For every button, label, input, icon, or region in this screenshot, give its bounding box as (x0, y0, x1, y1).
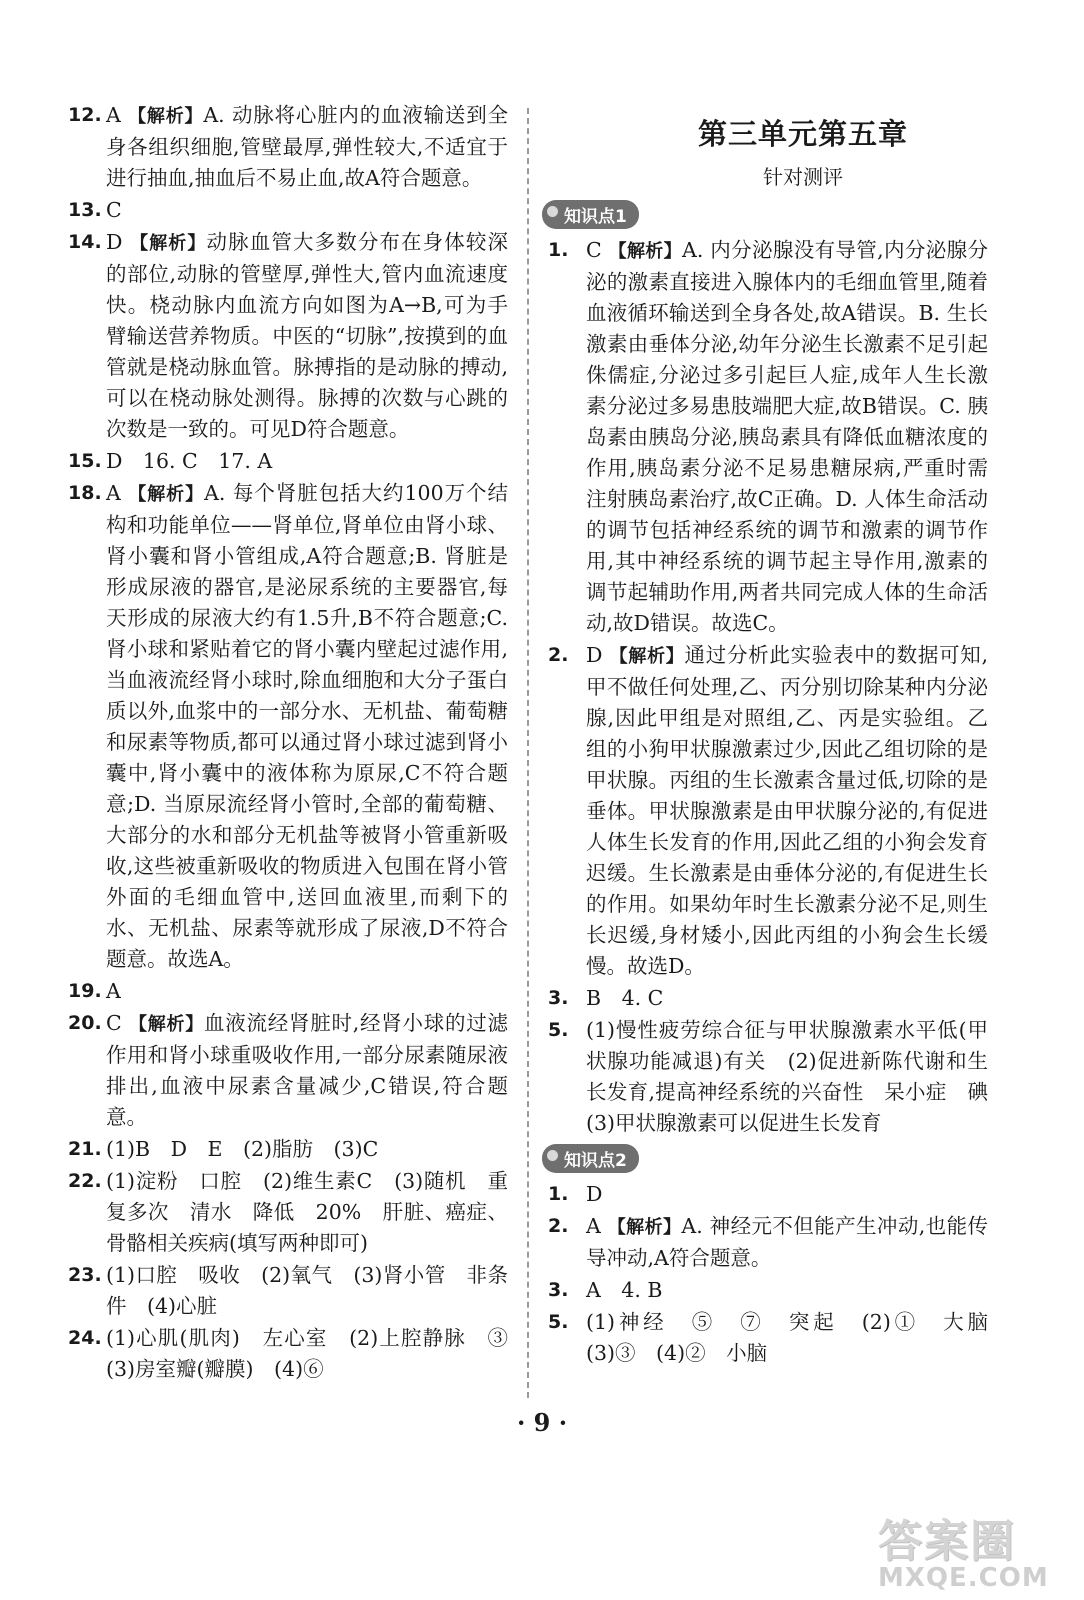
analysis-tag: 【解析】 (607, 1217, 682, 1238)
item-number: 1. (548, 239, 569, 261)
answer-item (548, 983, 988, 1014)
item-text: 血液流经肾脏时,经肾小球的过滤作用和肾小球重吸收作用,一部分尿素随尿液排出,血液中尿素含量减少,C错误,符合题意。 (106, 1011, 509, 1129)
item-answer: C (106, 198, 122, 222)
item-answer: A (106, 979, 121, 1003)
item-answer: D (106, 230, 123, 254)
item-number: 2. (548, 1215, 569, 1237)
knowledge-point-badge: 知识点1 (542, 200, 639, 229)
item-number: 5. (548, 1311, 569, 1333)
item-answer: C (586, 238, 602, 262)
analysis-tag: 【解析】 (128, 484, 205, 505)
answer-item (68, 478, 508, 975)
item-answer: D (586, 643, 603, 667)
analysis-tag: 【解析】 (130, 233, 207, 254)
analysis-tag: 【解析】 (128, 1014, 204, 1035)
chapter-title: 第三单元第五章 (697, 117, 908, 151)
answer-item (548, 1179, 988, 1210)
answer-item (548, 1307, 1009, 1369)
item-answer: D 16. C 17. A (106, 449, 273, 473)
item-number: 12. (68, 104, 102, 126)
item-number: 15. (68, 450, 102, 472)
answer-item (548, 1211, 988, 1274)
answer-item (68, 446, 508, 477)
column-divider (527, 108, 529, 1398)
watermark-url: MXQE.COM (878, 1563, 1049, 1593)
item-number: 5. (548, 1019, 569, 1041)
answer-item (68, 1008, 508, 1133)
item-answer: (1)淀粉 口腔 (2)维生素C (3)随机 重复多次 清水 降低 20% 肝脏、癌症、骨骼相关疾病(填写两种即可) (106, 1169, 508, 1255)
answer-item (68, 1323, 529, 1385)
item-number: 20. (68, 1012, 102, 1034)
item-number: 1. (548, 1183, 569, 1205)
item-text: 动脉血管大多数分布在身体较深的部位,动脉的管壁厚,弹性大,管内血流速度快。桡动脉内血流方向如图为A→B,可为手臂输送营养物质。中医的“切脉”,按摸到的血管就是桡动脉血管。脉搏指的是动脉的搏动,可以在桡动脉处测得。脉搏的次数与心跳的次数是一致的。可见D符合题意。 (106, 230, 508, 441)
answer-item (548, 1275, 988, 1306)
analysis-tag: 【解析】 (128, 106, 204, 127)
item-number: 18. (68, 482, 102, 504)
analysis-tag: 【解析】 (608, 241, 683, 262)
item-answer: A (106, 103, 121, 127)
item-text: 通过分析此实验表中的数据可知,甲不做任何处理,乙、丙分别切除某种内分泌腺,因此甲组是对照组,乙、丙是实验组。乙组的小狗甲状腺激素过少,因此乙组切除的是甲状腺。丙组的生长激素含量过低,切除的是垂体。甲状腺激素是由甲状腺分泌的,有促进人体生长发育的作用,因此乙组的小狗会发育迟缓。生长激素是由垂体分泌的,有促进生长的作用。如果幼年时生长激素分泌不足,则生长迟缓,身材矮小,因此丙组的小狗会生长缓慢。故选D。 (586, 643, 989, 978)
item-number: 14. (68, 231, 102, 253)
answer-item (68, 1260, 508, 1322)
left-column (68, 100, 529, 1386)
item-answer: (1)口腔 吸收 (2)氧气 (3)肾小管 非条件 (4)心脏 (106, 1263, 508, 1318)
item-answer: (1)心肌(肌肉) 左心室 (2)上腔静脉 ③ (3)房室瓣(瓣膜) (4)⑥ (106, 1326, 529, 1381)
item-text: A. 内分泌腺没有导管,内分泌腺分泌的激素直接进入腺体内的毛细血管里,随着血液循环输送到全身各处,故A错误。B. 生长激素由垂体分泌,幼年分泌生长激素不足引起侏儒症,分泌过多引起巨人症,成年人生长激素分泌过多易患肢端肥大症,故B错误。C. 胰岛素由胰岛分泌,胰岛素具有降低血糖浓度的作用,胰岛素分泌不足易患糖尿病,严重时需注射胰岛素治疗,故C正确。D. 人体生命活动的调节包括神经系统的调节和激素的调节作用,其中神经系统的调节起主导作用,激素的调节起辅助作用,两者共同完成人体的生命活动,故D错误。故选C。 (586, 238, 988, 635)
item-number: 3. (548, 1279, 569, 1301)
item-text: A. 神经元不但能产生冲动,也能传导冲动,A符合题意。 (586, 1214, 989, 1270)
answer-item (68, 1166, 508, 1259)
right-column (548, 112, 1009, 1370)
item-answer: B 4. C (586, 986, 664, 1010)
site-watermark (878, 1505, 1058, 1593)
answer-item (548, 1015, 1009, 1139)
item-text: A. 动脉将心脏内的血液输送到全身各组织细胞,管壁最厚,弹性较大,不适宜于进行抽血,抽血后不易止血,故A符合题意。 (106, 103, 508, 190)
answer-item (548, 235, 988, 639)
item-answer: A 4. B (586, 1278, 663, 1302)
item-answer: C (106, 1011, 122, 1035)
watermark-logo: 答案圈 (878, 1516, 1016, 1567)
item-number: 2. (548, 644, 569, 666)
section-subtitle: 针对测评 (763, 165, 843, 189)
item-number: 21. (68, 1138, 102, 1160)
item-answer: D (586, 1182, 603, 1206)
item-number: 22. (68, 1170, 102, 1192)
answer-item (68, 100, 508, 194)
item-answer: A (586, 1214, 601, 1238)
answer-item (68, 976, 508, 1007)
item-answer: (1)B D E (2)脂肪 (3)C (106, 1137, 379, 1161)
item-number: 19. (68, 980, 102, 1002)
answer-item (68, 1134, 508, 1165)
item-text: A. 每个肾脏包括大约100万个结构和功能单位——肾单位,肾单位由肾小球、肾小囊和肾小管组成,A符合题意;B. 肾脏是形成尿液的器官,是泌尿系统的主要器官,每天形成的尿液大约有1.5升,B不符合题意;C. 肾小球和紧贴着它的肾小囊内壁起过滤作用,当血液流经肾小球时,除血细胞和大分子蛋白质以外,血浆中的一部分水、无机盐、葡萄糖和尿素等物质,都可以通过肾小球过滤到肾小囊中,肾小囊中的液体称为原尿,C不符合题意;D. 当原尿流经肾小管时,全部的葡萄糖、大部分的水和部分无机盐等被肾小管重新吸收,这些被重新吸收的物质进入包围在肾小管外面的毛细血管中,送回血液里,而剩下的水、无机盐、尿素等就形成了尿液,D不符合题意。故选A。 (106, 481, 508, 971)
item-answer: (1)神经 ⑤ ⑦ 突起 (2)① 大脑 (3)③ (4)② 小脑 (586, 1310, 1009, 1365)
answer-item (68, 195, 508, 226)
item-answer: A (106, 481, 121, 505)
knowledge-point-badge: 知识点2 (542, 1144, 639, 1173)
item-number: 23. (68, 1264, 102, 1286)
analysis-tag: 【解析】 (609, 646, 685, 667)
answer-item (548, 640, 988, 982)
item-answer: (1)慢性疲劳综合征与甲状腺激素水平低(甲状腺功能减退)有关 (2)促进新陈代谢和生长发育,提高神经系统的兴奋性 呆小症 碘 (3)甲状腺激素可以促进生长发育 (586, 1018, 1009, 1135)
item-number: 24. (68, 1327, 102, 1349)
page-number: · 9 · (516, 1408, 568, 1437)
answer-item (68, 227, 508, 445)
item-number: 13. (68, 199, 102, 221)
item-number: 3. (548, 987, 569, 1009)
